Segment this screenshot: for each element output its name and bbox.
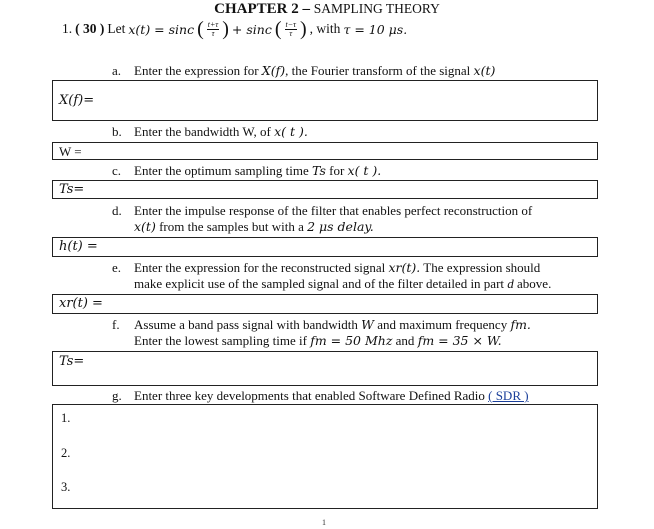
answer-box-d[interactable]	[52, 237, 598, 257]
answer-label-b: W =	[59, 144, 82, 159]
answer-box-a[interactable]	[52, 80, 598, 121]
tau-value: τ = 10 μs.	[343, 21, 408, 37]
answer-label-c: Ts=	[59, 182, 85, 197]
part-e-prompt: e. Enter the expression for the reconstructed signal xr(t). The expression should make explicit use of the sampled signal and of the filter detailed in part d above.	[112, 260, 552, 291]
part-a-prompt: a. Enter the expression for X(f), the Fourier transform of the signal x(t)	[112, 63, 496, 78]
sdr-link[interactable]: ( SDR )	[488, 388, 529, 403]
question-points: ( 30 )	[75, 21, 105, 36]
part-d-prompt: d. Enter the impulse response of the filter that enables perfect reconstruction of x(t) from the samples but with a 2 μs delay.	[112, 203, 533, 234]
question-number: 1.	[62, 21, 73, 36]
answer-line-1: 1.	[61, 411, 71, 425]
answer-box-f[interactable]	[52, 351, 598, 386]
answer-label-f: Ts=	[59, 354, 85, 369]
answer-line-3: 3.	[61, 480, 71, 494]
part-f-prompt: f. Assume a band pass signal with bandwidth W and maximum frequency fm. Enter the lowest sampling time if fm = 50 Mhz and fm = 35 × W.	[112, 317, 531, 348]
chapter-subject: SAMPLING THEORY	[313, 1, 440, 16]
answer-box-g[interactable]	[52, 404, 598, 509]
answer-box-b[interactable]	[52, 142, 598, 160]
answer-label-a: X(f)=	[59, 93, 95, 108]
answer-label-d: h(t) =	[59, 239, 98, 254]
answer-line-2: 2.	[61, 446, 71, 460]
fraction-2: $\frac{t-\tau}{\tau}$	[285, 19, 296, 38]
fraction-1: $\frac{t+\tau}{\tau}$	[207, 19, 219, 38]
chapter-label: CHAPTER 2	[214, 1, 299, 17]
answer-box-c[interactable]	[52, 180, 598, 199]
answer-label-e: xr(t) =	[59, 296, 103, 311]
part-c-prompt: c. Enter the optimum sampling time Ts for x( t ).	[112, 163, 382, 178]
answer-box-e[interactable]	[52, 294, 598, 314]
question-stem: 1. ( 30 ) Let x(t) = sinc ( $\frac{t+\tau}{\tau}$ ) + sinc ( $\frac{t-\tau}{\tau}$ ) , with τ = 10 μs.	[62, 18, 408, 40]
page-number: 1	[322, 518, 326, 527]
signal-definition: x(t) = sinc	[128, 21, 195, 37]
page-title: CHAPTER 2 – SAMPLING THEORY	[214, 1, 440, 17]
part-g-prompt: g. Enter three key developments that enabled Software Defined Radio ( SDR )	[112, 388, 529, 403]
part-b-prompt: b. Enter the bandwidth W, of x( t ).	[112, 124, 308, 139]
